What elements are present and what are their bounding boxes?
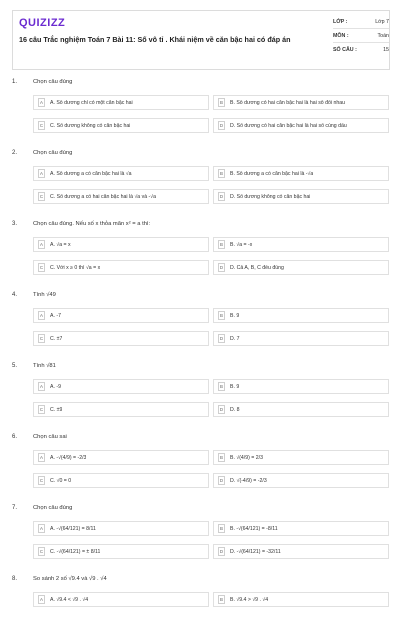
option-c[interactable] [33,544,209,559]
option-key: A [38,240,45,249]
meta-info [333,15,389,56]
option-text: A. √a = x [50,241,71,248]
option-text: A. -9 [50,383,61,390]
question-item [0,360,400,430]
option-d[interactable] [213,544,389,559]
option-text: B. 9 [230,383,240,390]
meta-row-subject [333,29,389,43]
option-key: D [219,265,224,270]
option-d[interactable] [213,189,389,204]
question-text: Chọn câu đúng [33,79,73,85]
question-number: 1. [12,79,18,85]
option-key: C [39,194,44,199]
option-b[interactable] [213,95,389,110]
page-title: 16 câu Trắc nghiệm Toán 7 Bài 11: Số vô tỉ . Khái niệm về căn bậc hai có đáp án [19,35,291,44]
option-text: D. Số dương không có căn bậc hai [230,193,311,200]
option-text: D. 7 [230,335,240,342]
option-text: D. 8 [230,406,240,413]
option-text: A. -√(64/121) = 8/11 [50,525,96,532]
option-d[interactable] [213,331,389,346]
option-text: C. √0 = 0 [50,477,72,484]
option-c[interactable] [33,402,209,417]
option-text: C. Số dương a có hai căn bậc hai là √a và -√a [50,193,157,200]
option-key: D [219,549,224,554]
question-text: Chọn câu đúng. Nếu số x thỏa mãn x² = a thì: [33,221,151,227]
option-key: B [218,453,225,462]
option-text: A. -7 [50,312,61,319]
option-text: D. √(-4/9) = -2/3 [230,477,267,484]
question-item [0,573,400,643]
option-text: B. -√(64/121) = -8/11 [230,525,278,532]
option-text: B. 9 [230,312,240,319]
quizizz-logo: QUIZIZZ [19,17,66,29]
option-text: A. √9.4 < √9 . √4 [50,596,89,603]
option-key: D [219,194,224,199]
option-key: A [38,382,45,391]
question-number: 5. [12,363,18,369]
option-d[interactable] [213,473,389,488]
question-text: Chọn câu sai [33,434,67,440]
option-a[interactable] [33,237,209,252]
option-key: A [38,169,45,178]
option-b[interactable] [213,450,389,465]
option-text: B. √(4/9) = 2/3 [230,454,263,461]
option-text: B. √a = -x [230,241,253,248]
option-key: D [219,123,224,128]
option-key: A [38,524,45,533]
meta-value: Toán [377,32,389,39]
option-text: B. Số dương a có căn bậc hai là -√a [230,170,314,177]
question-number: 7. [12,505,18,511]
option-text: D. Cả A, B, C đều đúng [230,264,284,271]
question-text: Tính √81 [33,363,56,369]
meta-row-count [333,43,389,56]
question-item [0,431,400,501]
option-a[interactable] [33,308,209,323]
option-key: D [219,407,224,412]
option-key: A [38,453,45,462]
option-key: B [218,524,225,533]
question-item [0,218,400,288]
option-key: C [39,123,44,128]
option-key: D [219,478,224,483]
option-c[interactable] [33,331,209,346]
option-text: A. -√(4/9) = -2/3 [50,454,87,461]
option-text: C. -√(64/121) = ± 8/11 [50,548,101,555]
option-key: B [218,169,225,178]
question-number: 8. [12,576,18,582]
option-key: C [39,478,44,483]
option-a[interactable] [33,166,209,181]
option-key: C [39,265,44,270]
question-number: 2. [12,150,18,156]
meta-label: MÔN : [333,32,349,39]
question-item [0,76,400,146]
option-b[interactable] [213,237,389,252]
question-number: 4. [12,292,18,298]
option-c[interactable] [33,473,209,488]
option-text: D. -√(64/121) = -32/11 [230,548,281,555]
option-b[interactable] [213,166,389,181]
option-key: B [218,240,225,249]
meta-row-grade [333,15,389,29]
option-c[interactable] [33,118,209,133]
question-item [0,502,400,572]
option-text: D. Số dương có hai căn bậc hai là hai số cùng dấu [230,122,347,129]
option-text: C. Với x ≥ 0 thì √a = x [50,264,101,271]
question-number: 6. [12,434,18,440]
question-number: 3. [12,221,18,227]
meta-value: 15 [383,46,389,53]
option-key: C [39,549,44,554]
option-text: A. Số dương a có căn bậc hai là √a [50,170,132,177]
option-text: C. Số dương không có căn bậc hai [50,122,131,129]
question-item [0,289,400,359]
option-d[interactable] [213,260,389,275]
meta-label: LỚP : [333,18,348,25]
option-key: A [38,595,45,604]
option-text: A. Số dương chỉ có một căn bậc hai [50,99,133,106]
option-a[interactable] [33,379,209,394]
option-d[interactable] [213,402,389,417]
option-key: C [39,407,44,412]
meta-value: Lớp 7 [375,18,389,25]
question-item [0,147,400,217]
option-key: C [39,336,44,341]
option-key: B [218,98,225,107]
option-a[interactable] [33,521,209,536]
question-text: Chọn câu đúng [33,150,73,156]
option-key: B [218,311,225,320]
option-key: B [218,382,225,391]
question-text: Chọn câu đúng [33,505,73,511]
option-key: B [218,595,225,604]
option-text: C. ±7 [50,335,63,342]
option-text: B. Số dương có hai căn bậc hai là hai số đối nhau [230,99,346,106]
option-c[interactable] [33,260,209,275]
option-text: B. √9.4 > √9 . √4 [230,596,269,603]
option-key: D [219,336,224,341]
option-b[interactable] [213,379,389,394]
option-b[interactable] [213,521,389,536]
option-a[interactable] [33,95,209,110]
option-text: C. ±9 [50,406,63,413]
option-d[interactable] [213,118,389,133]
question-text: So sánh 2 số √9.4 và √9 . √4 [33,576,107,582]
meta-label: SỐ CÂU : [333,46,357,53]
option-c[interactable] [33,189,209,204]
worksheet-header [12,10,390,70]
option-a[interactable] [33,450,209,465]
option-key: A [38,98,45,107]
option-b[interactable] [213,308,389,323]
option-key: A [38,311,45,320]
question-text: Tính √49 [33,292,56,298]
